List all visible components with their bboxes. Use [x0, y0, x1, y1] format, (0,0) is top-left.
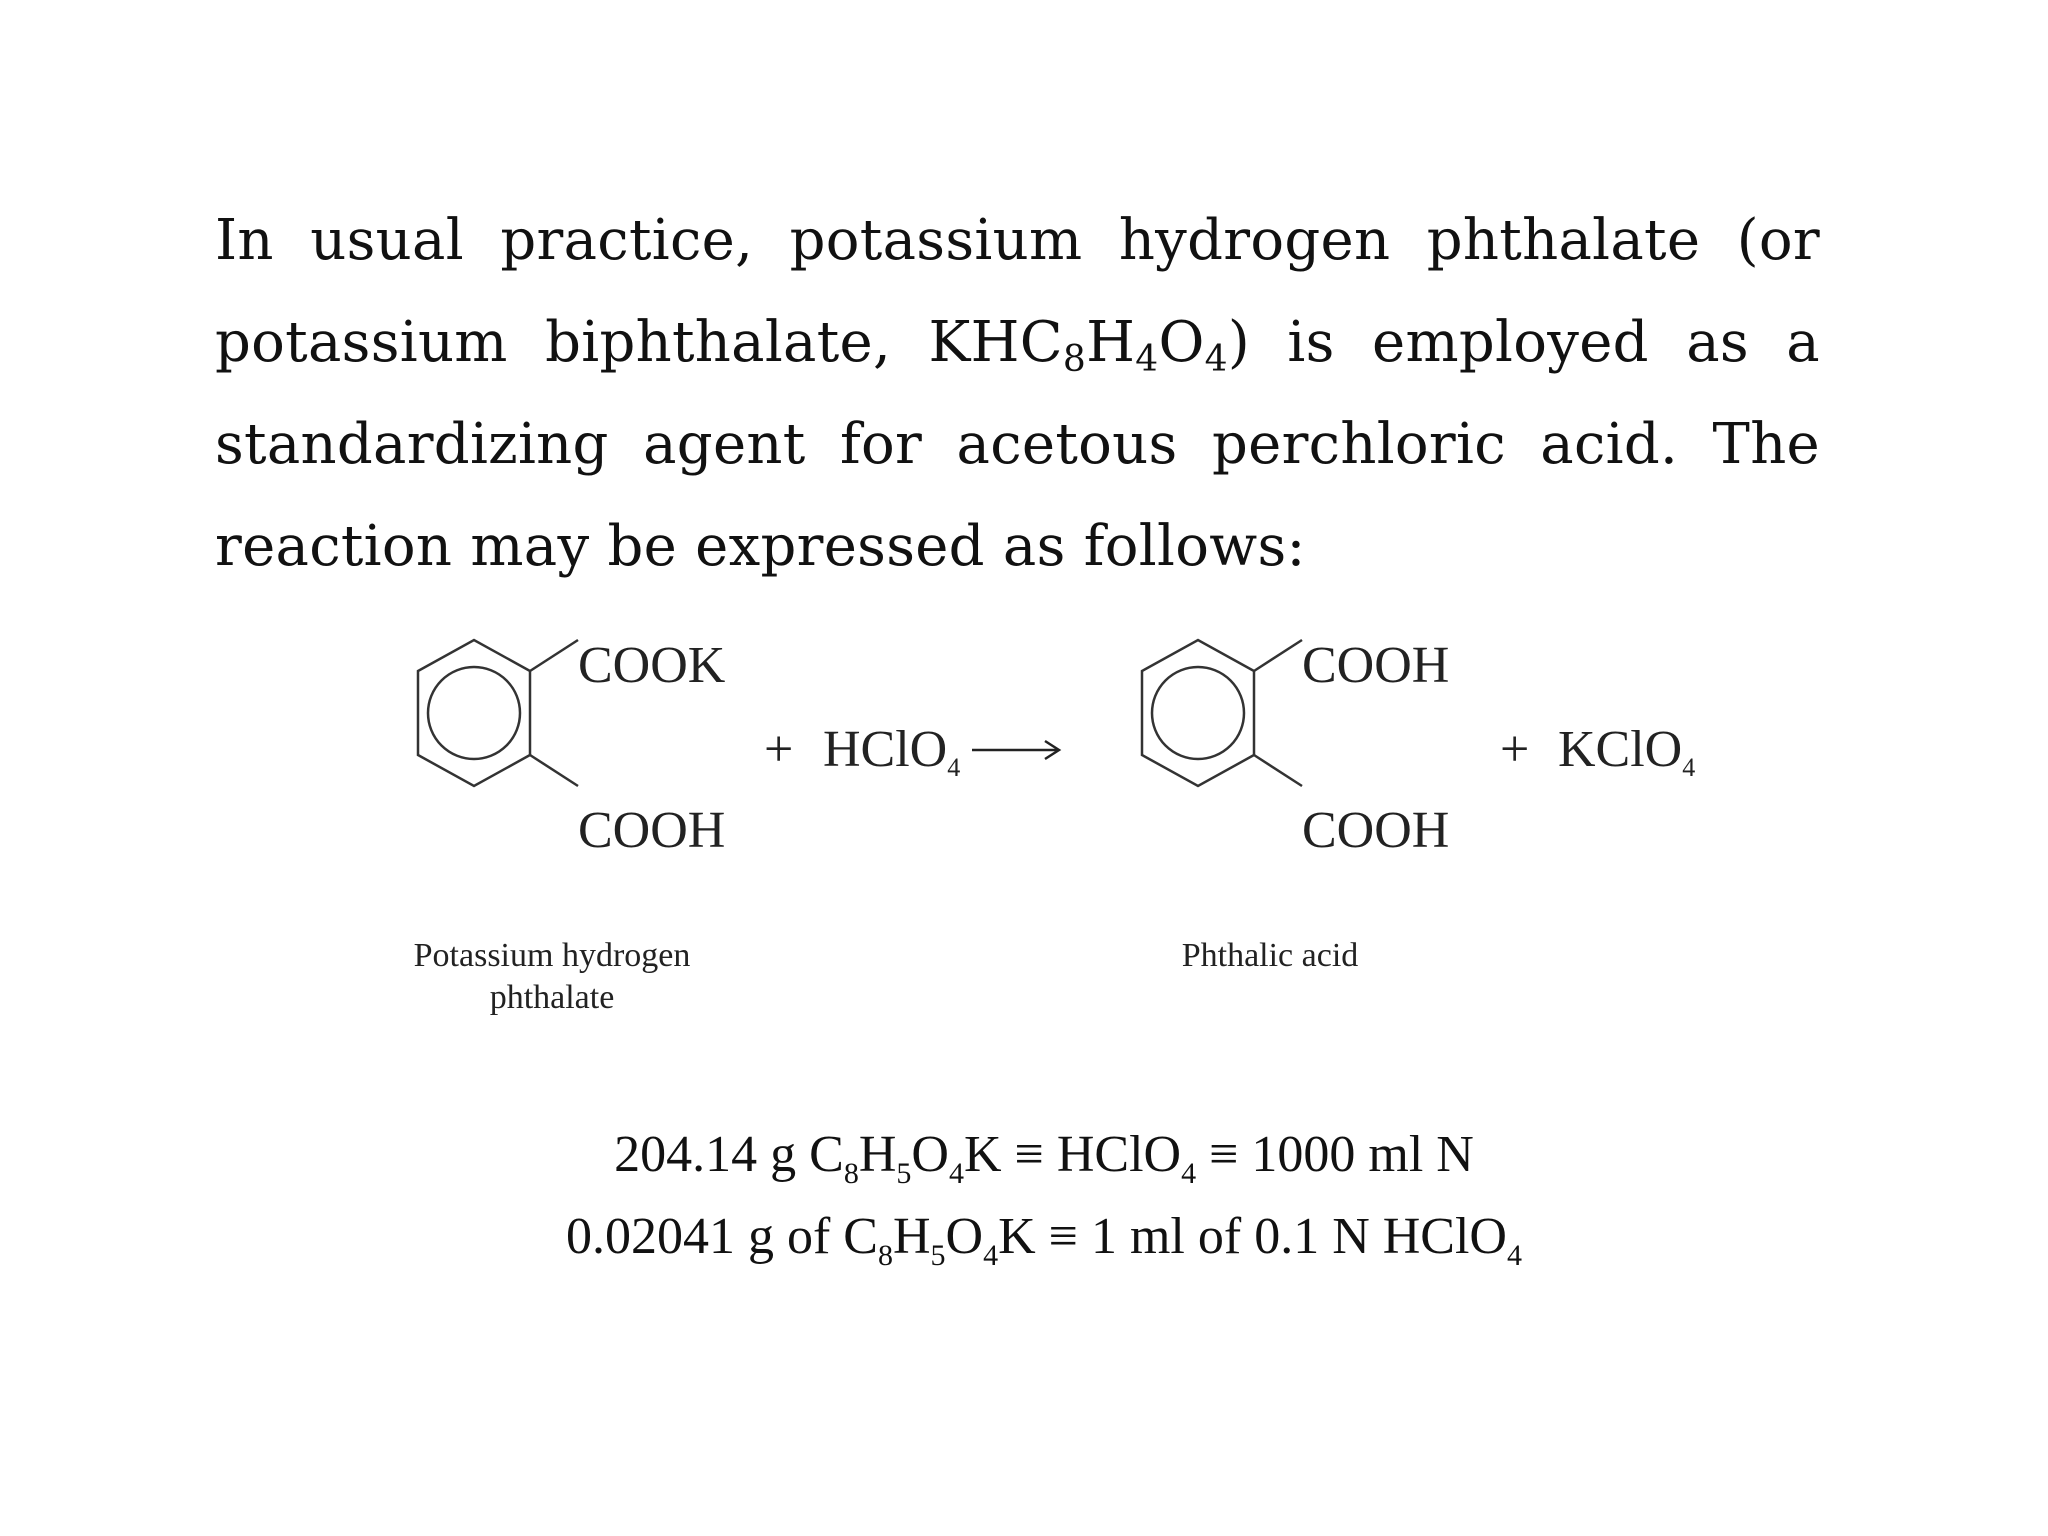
eq2-sub-4: 4 — [1507, 1239, 1522, 1272]
paragraph-text-2: H — [1086, 310, 1136, 375]
subscript-8: 8 — [1062, 339, 1087, 380]
benzene-ring-product — [1142, 640, 1254, 786]
eq2-sub-2: 5 — [930, 1239, 946, 1272]
bond-product-top — [1254, 640, 1302, 671]
eq1-part-e: ≡ 1000 ml N — [1196, 1126, 1474, 1183]
plus-sign-2: + — [1500, 721, 1530, 778]
eq1-part-d: K ≡ HClO — [963, 1126, 1182, 1183]
reactant-top-group: COOK — [578, 637, 726, 694]
paragraph-text-4: ) is employed as a standardizing agent for acetous perchloric acid. The reaction may be expressed as follows: — [215, 310, 1820, 579]
plus-sign-1: + — [764, 721, 794, 778]
subscript-4b: 4 — [1204, 339, 1228, 380]
eq1-part-c: O — [911, 1126, 949, 1183]
eq2-part-b: H — [892, 1208, 931, 1265]
reagent-formula — [823, 721, 960, 782]
reagent-subscript: 4 — [947, 753, 961, 782]
intro-paragraph — [215, 190, 1820, 598]
product-bottom-group: COOH — [1302, 802, 1450, 859]
byproduct-text: KClO — [1558, 721, 1683, 778]
bond-reactant-bottom — [530, 755, 578, 786]
reaction-scheme — [390, 620, 1710, 1100]
equivalence-equation-2 — [0, 1207, 2048, 1272]
eq2-sub-1: 8 — [877, 1239, 893, 1272]
reaction-arrow — [972, 741, 1059, 759]
label-reactant-line1: Potassium hydrogen — [413, 937, 691, 974]
label-product: Phthalic acid — [1181, 937, 1359, 974]
eq2-part-c: O — [945, 1208, 984, 1265]
subscript-4a: 4 — [1135, 339, 1159, 380]
reaction-diagram — [390, 620, 1710, 1100]
eq2-part-a: 0.02041 g of C — [565, 1208, 878, 1265]
label-reactant-line2: phthalate — [489, 979, 615, 1016]
bond-reactant-top — [530, 640, 578, 671]
bond-product-bottom — [1254, 755, 1302, 786]
byproduct-subscript: 4 — [1682, 753, 1696, 782]
reagent-text: HClO — [823, 721, 948, 778]
product-top-group: COOH — [1302, 637, 1450, 694]
eq1-sub-3: 4 — [948, 1157, 964, 1190]
eq1-part-a: 204.14 g C — [614, 1126, 844, 1183]
eq1-part-b: H — [858, 1126, 897, 1183]
eq2-sub-3: 4 — [983, 1239, 999, 1272]
equivalence-equation-1 — [0, 1125, 2048, 1190]
byproduct-formula — [1558, 721, 1695, 782]
eq1-sub-4: 4 — [1181, 1157, 1197, 1190]
benzene-ring-reactant — [418, 640, 530, 786]
eq1-sub-1: 8 — [843, 1157, 859, 1190]
reactant-bottom-group: COOH — [578, 802, 726, 859]
eq2-part-d: K ≡ 1 ml of 0.1 N HClO — [998, 1208, 1507, 1265]
eq1-sub-2: 5 — [896, 1157, 912, 1190]
paragraph-text-3: O — [1158, 310, 1205, 375]
paragraph-text-1: In usual practice, potassium hydrogen phthalate (or potassium biphthalate, KHC — [215, 208, 1820, 375]
